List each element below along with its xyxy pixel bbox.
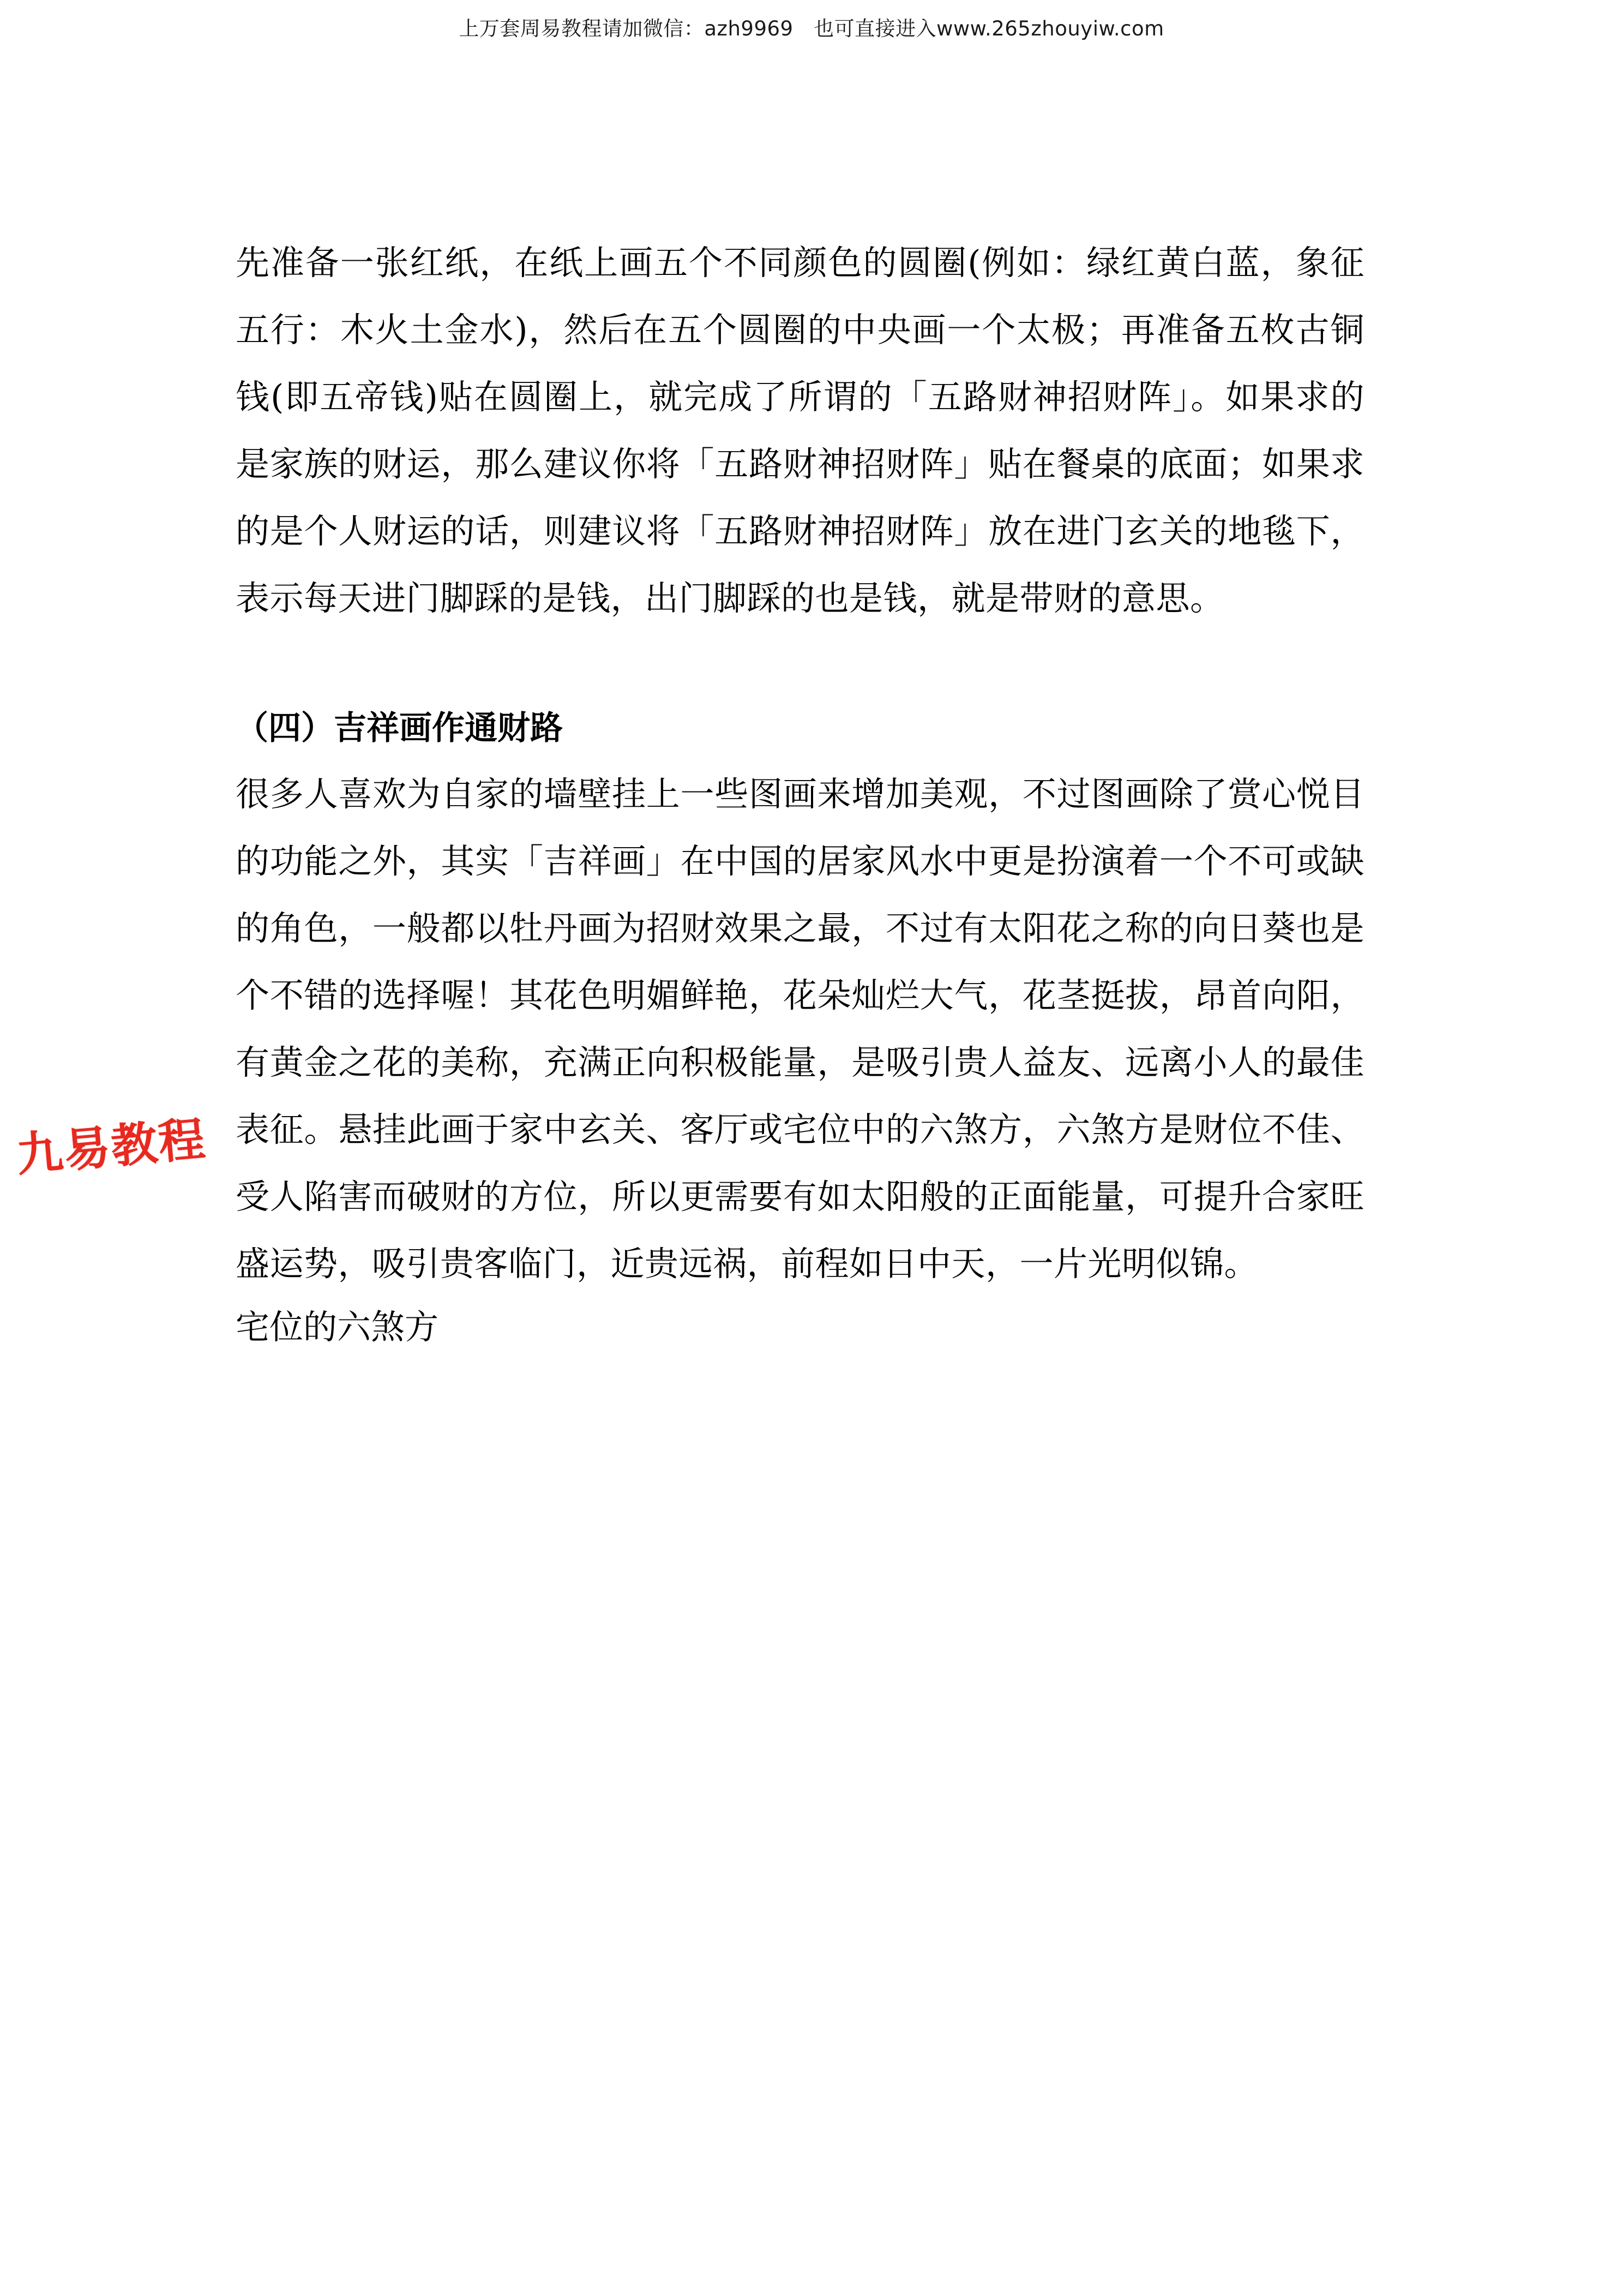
watermark-logo: 九易教程 bbox=[14, 1112, 208, 1183]
paragraph-jixiang-hua: 很多人喜欢为自家的墙壁挂上一些图画来增加美观，不过图画除了赏心悦目的功能之外，其实「吉祥画」在中国的居家风水中更是扮演着一个不可或缺的角色，一般都以牡丹画为招财效果之最，不过有太阳花之称的向日葵也是个不错的选择喔！其花色明媚鲜艳，花朵灿烂大气，花茎挺拔，昂首向阳，有黄金之花的美称，充满正向积极能量，是吸引贵人益友、远离小人的最佳表征。悬挂此画于家中玄关、客厅或宅位中的六煞方，六煞方是财位不佳、受人陷害而破财的方位，所以更需要有如太阳般的正面能量，可提升合家旺盛运势，吸引贵客临门，近贵远祸，前程如日中天，一片光明似锦。 bbox=[236, 774, 1364, 1284]
page-header-note: 上万套周易教程请加微信：azh9969 也可直接进入www.265zhouyiw.com bbox=[459, 17, 1164, 40]
document-body bbox=[236, 229, 1364, 1357]
paragraph-wuluo-caishen: 先准备一张红纸，在纸上画五个不同颜色的圆圈(例如：绿红黄白蓝，象征五行：木火土金水)，然后在五个圆圈的中央画一个太极；再准备五枚古铜钱(即五帝钱)贴在圆圈上，就完成了所谓的「五路财神招财阵」。如果求的是家族的财运，那么建议你将「五路财神招财阵」贴在餐桌的底面；如果求的是个人财运的话，则建议将「五路财神招财阵」放在进门玄关的地毯下，表示每天进门脚踩的是钱，出门脚踩的也是钱，就是带财的意思。 bbox=[236, 243, 1364, 618]
tail-line: 宅位的六煞方 bbox=[236, 1307, 439, 1347]
section-heading: （四）吉祥画作通财路 bbox=[236, 709, 563, 747]
paragraph-spacer bbox=[236, 632, 1364, 696]
